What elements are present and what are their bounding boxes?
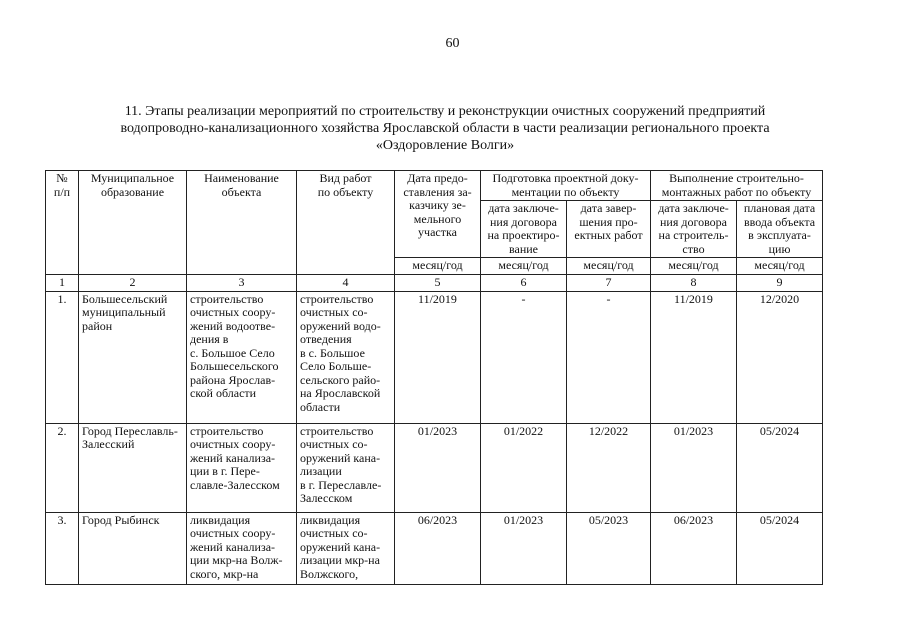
header-commissioning: плановая дата ввода объекта в эксплуата- цию: [737, 201, 823, 258]
object-name-cell: строительство очистных соору- жений канализа- ции в г. Пере- славле-Залесском: [187, 423, 297, 512]
unit-label: месяц/год: [395, 258, 481, 275]
page-number: 60: [445, 36, 460, 51]
column-number: 2: [79, 274, 187, 291]
municipality-cell: Город Переславль- Залесский: [79, 423, 187, 512]
header-work-type: Вид работ по объекту: [297, 171, 395, 275]
heading-line-1: 11. Этапы реализации мероприятий по строительству и реконструкции очистных сооружений предприятий: [124, 104, 766, 119]
construction-contract-cell: 01/2023: [651, 423, 737, 512]
commissioning-cell: 05/2024: [737, 423, 823, 512]
table-row: [46, 423, 823, 512]
commissioning-cell: 12/2020: [737, 291, 823, 423]
land-date-cell: 11/2019: [395, 291, 481, 423]
column-number: 9: [737, 274, 823, 291]
unit-label: месяц/год: [651, 258, 737, 275]
design-contract-cell: 01/2022: [481, 423, 567, 512]
section-heading: [60, 103, 830, 154]
unit-label: месяц/год: [481, 258, 567, 275]
municipality-cell: Город Рыбинск: [79, 512, 187, 584]
unit-label: месяц/год: [737, 258, 823, 275]
heading-line-3: «Оздоровление Волги»: [375, 138, 515, 153]
row-number: 2.: [46, 423, 79, 512]
header-number: № п/п: [46, 171, 79, 275]
commissioning-cell: 05/2024: [737, 512, 823, 584]
header-construction-group: Выполнение строительно- монтажных работ по объекту: [651, 171, 823, 201]
table-row: [46, 291, 823, 423]
column-number: 3: [187, 274, 297, 291]
construction-contract-cell: 11/2019: [651, 291, 737, 423]
work-type-cell: строительство очистных со- оружений кана- лизации в г. Переславле- Залесском: [297, 423, 395, 512]
work-type-cell: строительство очистных со- оружений водо- отведения в с. Большое Село Больше- сельского райо- на Ярославской области: [297, 291, 395, 423]
design-completion-cell: -: [567, 291, 651, 423]
municipality-cell: Большесельский муниципальный район: [79, 291, 187, 423]
header-design-contract: дата заключе- ния договора на проектиро- вание: [481, 201, 567, 258]
unit-label: месяц/год: [567, 258, 651, 275]
header-design-completion: дата завер- шения про- ектных работ: [567, 201, 651, 258]
object-name-cell: ликвидация очистных соору- жений канализа- ции мкр-на Волж- ского, мкр-на: [187, 512, 297, 584]
object-name-cell: строительство очистных соору- жений водоотве- дения в с. Большое Село Большесельского района Ярослав- ской области: [187, 291, 297, 423]
design-contract-cell: -: [481, 291, 567, 423]
column-number: 8: [651, 274, 737, 291]
work-type-cell: ликвидация очистных со- оружений кана- лизации мкр-на Волжского,: [297, 512, 395, 584]
header-land-date: Дата предо- ставления за- казчику зе- мельного участка: [395, 171, 481, 258]
column-number: 6: [481, 274, 567, 291]
column-number: 1: [46, 274, 79, 291]
header-row-1: [46, 171, 823, 201]
implementation-stages-table: [45, 170, 823, 585]
design-contract-cell: 01/2023: [481, 512, 567, 584]
header-municipality: Муниципальное образование: [79, 171, 187, 275]
construction-contract-cell: 06/2023: [651, 512, 737, 584]
header-object-name: Наименование объекта: [187, 171, 297, 275]
land-date-cell: 01/2023: [395, 423, 481, 512]
land-date-cell: 06/2023: [395, 512, 481, 584]
column-number: 7: [567, 274, 651, 291]
column-number: 5: [395, 274, 481, 291]
header-construction-contract: дата заключе- ния договора на строитель- ство: [651, 201, 737, 258]
column-number: 4: [297, 274, 395, 291]
column-numbers-row: [46, 274, 823, 291]
design-completion-cell: 12/2022: [567, 423, 651, 512]
design-completion-cell: 05/2023: [567, 512, 651, 584]
heading-line-2: водопроводно-канализационного хозяйства Ярославской области в части реализации регионального проекта: [120, 121, 770, 136]
table-row: [46, 512, 823, 584]
header-design-group: Подготовка проектной доку- ментации по объекту: [481, 171, 651, 201]
row-number: 3.: [46, 512, 79, 584]
row-number: 1.: [46, 291, 79, 423]
